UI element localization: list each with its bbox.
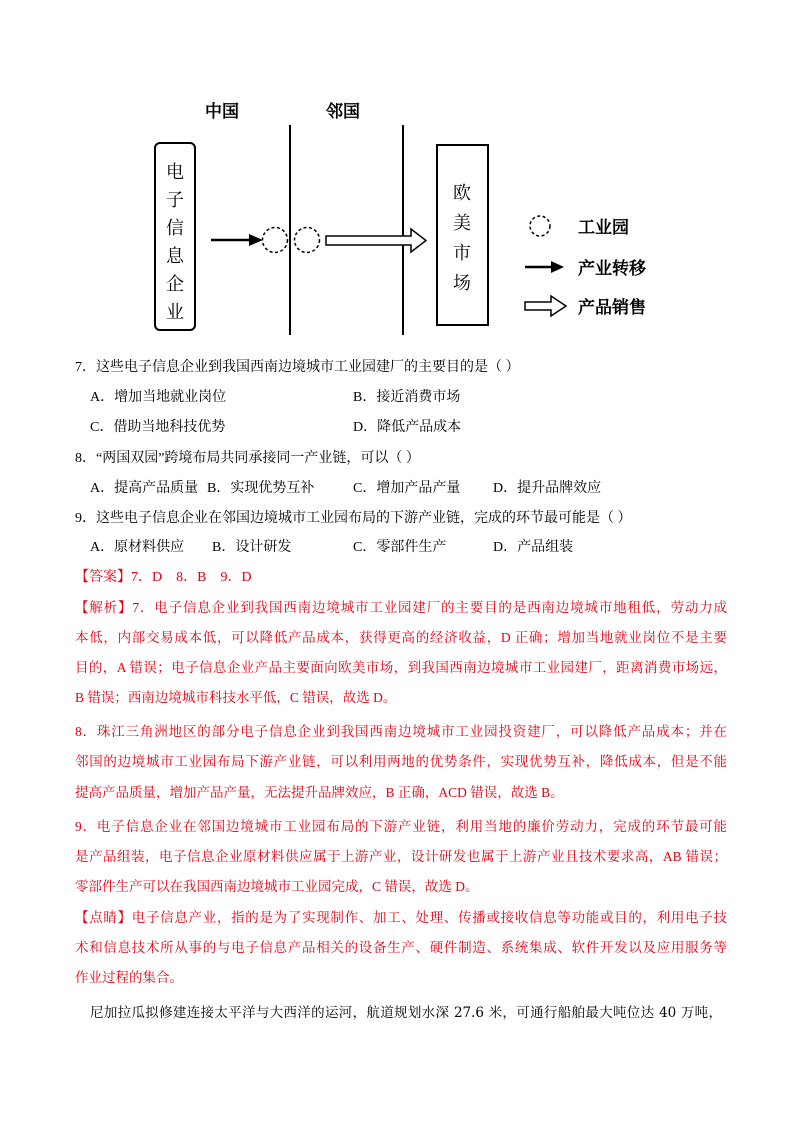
electronics-enterprise-label: 电子信息企业 — [166, 162, 184, 322]
analysis-7-line-1: 【解析】7．电子信息企业到我国西南边境城市工业园建厂的主要目的是西南边境城市地租低，劳动力成 — [75, 600, 727, 615]
solid-arrow-icon — [525, 261, 564, 273]
question-8-option-c: C．增加产品产量 — [353, 481, 461, 496]
hollow-arrow-icon — [525, 296, 566, 316]
legend-label-industry-transfer: 产业转移 — [578, 259, 646, 278]
diagram-legend — [525, 216, 647, 317]
question-7-option-c: C．借助当地科技优势 — [90, 420, 226, 435]
question-8-option-d: D．提升品牌效应 — [493, 481, 602, 496]
question-9-option-a: A．原材料供应 — [90, 540, 185, 555]
analysis-9-line-1: 9．电子信息企业在邻国边境城市工业园布局的下游产业链，利用当地的廉价劳动力，完成的环节最可能 — [75, 819, 727, 834]
industry-transfer-diagram — [0, 0, 800, 345]
next-passage-line: 尼加拉瓜拟修建连接太平洋与大西洋的运河，航道规划水深 27.6 米，可通行船舶最大吨位达 40 万吨， — [90, 1005, 722, 1021]
china-label: 中国 — [205, 102, 239, 121]
industrial-park-china-circle — [263, 228, 288, 253]
tip-line-1: 【点睛】电子信息产业，指的是为了实现制作、加工、处理、传播或接收信息等功能或目的，利用电子技 — [75, 910, 727, 925]
question-7-option-b: B．接近消费市场 — [353, 390, 461, 405]
dashed-circle-icon — [530, 216, 550, 236]
industry-transfer-arrow-head — [249, 234, 263, 246]
analysis-8-line-2: 邻国的边境城市工业园布局下游产业链，可以利用两地的优势条件，实现优势互补，降低成本，但是不能 — [75, 754, 727, 769]
industry-transfer-arrow — [211, 234, 263, 246]
legend-label-industrial-park: 工业园 — [578, 218, 629, 237]
analysis-8-line-1: 8．珠江三角洲地区的部分电子信息企业到我国西南边境城市工业园投资建厂，可以降低产品成本；并在 — [75, 724, 727, 739]
analysis-9-line-3: 零部件生产可以在我国西南边境城市工业园完成，C 错误，故选 D。 — [75, 879, 479, 894]
analysis-8-line-3: 提高产品质量，增加产品产量，无法提升品牌效应，B 正确，ACD 错误，故选 B。 — [75, 785, 564, 800]
question-7-option-a: A．增加当地就业岗位 — [90, 390, 227, 405]
question-9-stem: 9．这些电子信息企业在邻国边境城市工业园布局的下游产业链，完成的环节最可能是（ ） — [75, 511, 632, 526]
question-9-option-b: B．设计研发 — [212, 540, 292, 555]
tip-line-3: 作业过程的集合。 — [75, 970, 183, 985]
legend-label-product-sales: 产品销售 — [578, 298, 646, 317]
tip-line-2: 术和信息技术所从事的与电子信息产品相关的设备生产、硬件制造、系统集成、软件开发以及应用服务等 — [75, 940, 727, 955]
analysis-7-line-4: B 错误；西南边境城市科技水平低，C 错误，故选 D。 — [75, 690, 397, 705]
question-8-option-a: A．提高产品质量 — [90, 481, 199, 496]
product-sales-arrow — [326, 229, 426, 252]
question-9-option-d: D．产品组装 — [493, 540, 574, 555]
euro-american-market-label: 欧美市场 — [453, 183, 471, 293]
analysis-9-line-2: 是产品组装，电子信息企业原材料供应属于上游产业，设计研发也属于上游产业且技术要求高，AB 错误； — [75, 849, 727, 864]
analysis-7-line-3: 目的，A 错误；电子信息企业产品主要面向欧美市场，到我国西南边境城市工业园建厂，距离消费市场远， — [75, 660, 727, 675]
question-8-stem: 8．“两国双园”跨境布局共同承接同一产业链，可以（ ） — [75, 451, 420, 466]
question-7-stem: 7．这些电子信息企业到我国西南边境城市工业园建厂的主要目的是（ ） — [75, 360, 520, 375]
question-9-option-c: C．零部件生产 — [353, 540, 447, 555]
solid-arrow-icon-head — [551, 261, 564, 273]
neighbor-country-label: 邻国 — [326, 102, 360, 121]
analysis-7-line-2: 本低，内部交易成本低，可以降低产品成本，获得更高的经济收益，D 正确；增加当地就业岗位不是主要 — [75, 630, 727, 645]
industrial-park-neighbor-circle — [295, 228, 320, 253]
answer-line: 【答案】7．D 8．B 9．D — [75, 570, 252, 585]
question-7-option-d: D．降低产品成本 — [353, 420, 462, 435]
question-8-option-b: B．实现优势互补 — [207, 481, 315, 496]
